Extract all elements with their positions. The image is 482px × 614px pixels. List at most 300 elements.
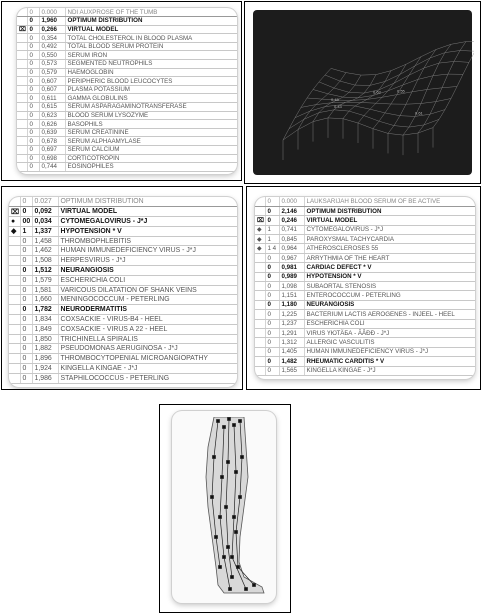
cell-score: 0 bbox=[27, 77, 39, 86]
data-table-1 bbox=[17, 8, 237, 172]
wire-line bbox=[283, 68, 331, 140]
cell-value: 1,565 bbox=[279, 366, 304, 375]
acupoint-marker[interactable] bbox=[235, 471, 238, 474]
cell-score: 0 bbox=[265, 319, 279, 328]
cell-value: 1,960 bbox=[39, 17, 65, 26]
cell-mark bbox=[255, 347, 265, 356]
cell-score: 0 bbox=[27, 111, 39, 120]
cell-value: 1,462 bbox=[32, 246, 58, 256]
cell-name: COXSACKIE - VIRUS-B4 - HEEL bbox=[58, 315, 237, 325]
cell-score: 0 bbox=[20, 334, 32, 344]
cell-score: 0 bbox=[20, 324, 32, 334]
cell-mark bbox=[9, 295, 20, 305]
table-row[interactable] bbox=[17, 120, 237, 129]
acupoint-marker[interactable] bbox=[231, 556, 234, 559]
cell-mark: ⌧ bbox=[19, 25, 27, 33]
cell-value: 0,611 bbox=[39, 94, 65, 103]
cell-mark bbox=[17, 154, 27, 163]
cell-score: 0 bbox=[265, 357, 279, 366]
cell-name: RHEUMATIC CARDITIS * V bbox=[304, 357, 475, 366]
cell-mark: ● bbox=[9, 217, 20, 227]
cell-value: 1,508 bbox=[32, 256, 58, 266]
header-cell bbox=[255, 197, 265, 206]
table-header-row bbox=[255, 197, 475, 206]
cell-mark bbox=[17, 103, 27, 112]
cell-mark bbox=[9, 364, 20, 374]
table-row[interactable] bbox=[255, 244, 475, 253]
table-row[interactable] bbox=[17, 128, 237, 137]
table-row[interactable] bbox=[9, 246, 237, 256]
cell-score: 0 bbox=[27, 60, 39, 69]
surface-label: 0.61 bbox=[415, 110, 423, 116]
table-row[interactable] bbox=[9, 295, 237, 305]
table-row[interactable] bbox=[17, 25, 237, 34]
table-row[interactable] bbox=[9, 315, 237, 325]
cell-score: 0 bbox=[27, 68, 39, 77]
cell-value: 0,678 bbox=[39, 137, 65, 146]
cell-name: VIRTUAL MODEL bbox=[304, 216, 475, 225]
cell-mark bbox=[255, 338, 265, 347]
cell-value: 1,458 bbox=[32, 236, 58, 246]
table-row[interactable] bbox=[17, 111, 237, 120]
cell-mark bbox=[17, 163, 27, 172]
cell-value: 1,512 bbox=[32, 266, 58, 276]
cell-mark bbox=[9, 246, 20, 256]
table-row[interactable] bbox=[17, 60, 237, 69]
cell-value: 1,337 bbox=[32, 226, 58, 236]
cell-value: 0,964 bbox=[279, 244, 304, 253]
table-row[interactable] bbox=[9, 275, 237, 285]
table-row[interactable] bbox=[255, 235, 475, 244]
cell-value: 1,312 bbox=[279, 338, 304, 347]
acupoint-marker[interactable] bbox=[241, 456, 244, 459]
cell-score: 0 bbox=[20, 295, 32, 305]
table-row[interactable] bbox=[17, 51, 237, 60]
table-row[interactable] bbox=[17, 137, 237, 146]
acupoint-marker[interactable] bbox=[235, 531, 238, 534]
cell-name: STAPHILOCOCCUS - PETERLING bbox=[58, 373, 237, 383]
table-row[interactable] bbox=[255, 328, 475, 337]
cell-mark bbox=[17, 146, 27, 155]
leg-model-panel bbox=[172, 411, 276, 603]
cell-value: 0,989 bbox=[279, 272, 304, 281]
cell-value: 0,607 bbox=[39, 85, 65, 94]
cell-value: 0,845 bbox=[279, 235, 304, 244]
cell-name: TOTAL CHOLESTEROL IN BLOOD PLASMA bbox=[65, 34, 237, 43]
cell-score: 1 bbox=[265, 235, 279, 244]
cell-name: OPTIMUM DISTRIBUTION bbox=[304, 206, 475, 215]
cell-mark bbox=[255, 357, 265, 366]
table-row[interactable] bbox=[9, 324, 237, 334]
cell-mark bbox=[255, 282, 265, 291]
cell-score: 0 bbox=[265, 291, 279, 300]
acupoint-marker[interactable] bbox=[228, 418, 231, 421]
cell-mark bbox=[9, 256, 20, 266]
surface-label: 0.43 bbox=[334, 103, 342, 109]
cell-score: 0 bbox=[20, 236, 32, 246]
cell-name: HYPOTENSION * V bbox=[58, 226, 237, 236]
cell-score: 0 bbox=[20, 207, 32, 217]
cell-mark: ◆ bbox=[255, 225, 265, 234]
cell-mark bbox=[17, 85, 27, 94]
cell-value: 0,246 bbox=[279, 216, 304, 225]
cell-value: 1,882 bbox=[32, 344, 58, 354]
cell-score: 0 bbox=[27, 51, 39, 60]
cell-name: ENTEROCOCCUM - PETERLING bbox=[304, 291, 475, 300]
table-row[interactable] bbox=[255, 310, 475, 319]
cell-mark bbox=[9, 324, 20, 334]
surface-wireframe bbox=[283, 41, 474, 160]
table-row[interactable] bbox=[17, 94, 237, 103]
cell-name: ESCHERICHIA COLI bbox=[304, 319, 475, 328]
cell-score: 0 bbox=[20, 315, 32, 325]
cell-score: 0 bbox=[20, 373, 32, 383]
cell-score: 0 bbox=[27, 17, 39, 26]
surface-chart-svg bbox=[253, 10, 474, 177]
table-row[interactable] bbox=[9, 236, 237, 246]
table-row[interactable] bbox=[255, 272, 475, 281]
header-cell: NDI AUXPROSE OF THE TUMB bbox=[65, 8, 237, 17]
table-body-4 bbox=[255, 197, 475, 375]
cell-mark: ◆ bbox=[255, 244, 265, 253]
cell-name: CARDIAC DEFECT * V bbox=[304, 263, 475, 272]
table-panel-3 bbox=[9, 197, 237, 387]
cell-name: SUBAORTAL STENOSIS bbox=[304, 282, 475, 291]
cell-name: HUMAN IMMUNEDEFICIENCY VIRUS - J*J bbox=[304, 347, 475, 356]
wire-line bbox=[418, 42, 466, 133]
acupoint-marker[interactable] bbox=[239, 496, 242, 499]
cell-name: SERUM CREATININE bbox=[65, 128, 237, 137]
frame-panel-1 bbox=[1, 1, 242, 181]
table-body-1 bbox=[17, 8, 237, 171]
cell-mark bbox=[9, 275, 20, 285]
cell-mark bbox=[9, 354, 20, 364]
header-cell: 0.027 bbox=[32, 197, 58, 207]
cell-score: 0 bbox=[27, 137, 39, 146]
cell-name: ATHEROSCLEROSES 55 bbox=[304, 244, 475, 253]
table-row[interactable] bbox=[9, 344, 237, 354]
table-header-row bbox=[9, 197, 237, 207]
cell-score: 0 bbox=[265, 253, 279, 262]
table-row[interactable] bbox=[9, 334, 237, 344]
table-row[interactable] bbox=[9, 226, 237, 236]
leg-model-image bbox=[184, 417, 268, 597]
table-row[interactable] bbox=[255, 282, 475, 291]
cell-mark bbox=[17, 51, 27, 60]
data-table-3 bbox=[9, 197, 237, 384]
cell-value: 1,660 bbox=[32, 295, 58, 305]
acupoint-marker[interactable] bbox=[213, 456, 216, 459]
table-row[interactable] bbox=[255, 263, 475, 272]
cell-name: HYPOTENSION * V bbox=[304, 272, 475, 281]
acupoint-marker[interactable] bbox=[215, 536, 218, 539]
table-row[interactable] bbox=[255, 319, 475, 328]
acupoint-marker[interactable] bbox=[227, 546, 230, 549]
cell-value: 0,492 bbox=[39, 42, 65, 51]
surface-label: 0.63 bbox=[373, 89, 381, 95]
table-row[interactable] bbox=[17, 34, 237, 43]
table-row[interactable] bbox=[9, 285, 237, 295]
cell-score: 0 bbox=[27, 85, 39, 94]
data-table-4 bbox=[255, 197, 475, 376]
cell-name: BACTERIUM LACTIS AEROGENES - INJEEL - HEEL bbox=[304, 310, 475, 319]
cell-score: 0 bbox=[20, 354, 32, 364]
cell-mark bbox=[17, 120, 27, 129]
table-row[interactable] bbox=[255, 357, 475, 366]
acupoint-marker[interactable] bbox=[245, 588, 248, 591]
acupoint-marker[interactable] bbox=[217, 420, 220, 423]
cell-mark bbox=[255, 263, 265, 272]
frame-panel-5 bbox=[159, 404, 291, 613]
cell-name: ESCHERICHIA COLI bbox=[58, 275, 237, 285]
cell-score: 0 bbox=[27, 34, 39, 43]
cell-score: 0 bbox=[20, 344, 32, 354]
header-cell: 0 bbox=[27, 8, 39, 17]
cell-mark bbox=[17, 77, 27, 86]
cell-name: SERUM CALCIUM bbox=[65, 146, 237, 155]
cell-value: 1,151 bbox=[279, 291, 304, 300]
cell-score: 0 bbox=[27, 128, 39, 137]
surface-chart bbox=[253, 10, 472, 175]
cell-mark bbox=[9, 373, 20, 383]
cell-value: 0,626 bbox=[39, 120, 65, 129]
cell-value: 0,741 bbox=[279, 225, 304, 234]
cell-name: GAMMA GLOBULINS bbox=[65, 94, 237, 103]
cell-score: 0 bbox=[265, 263, 279, 272]
cell-name: NEURANGIOSIS bbox=[304, 300, 475, 309]
header-cell bbox=[9, 197, 20, 207]
cell-value: 0,697 bbox=[39, 146, 65, 155]
cell-mark bbox=[255, 366, 265, 375]
acupoint-marker[interactable] bbox=[219, 566, 222, 569]
table-row[interactable] bbox=[255, 347, 475, 356]
cell-value: 1,581 bbox=[32, 285, 58, 295]
table-row[interactable] bbox=[9, 256, 237, 266]
table-row[interactable] bbox=[17, 77, 237, 86]
cell-score: 0 bbox=[27, 42, 39, 51]
header-cell: 0.000 bbox=[279, 197, 304, 206]
cell-score: 0 bbox=[27, 163, 39, 172]
cell-value: 1,291 bbox=[279, 328, 304, 337]
cell-score: 0 bbox=[27, 154, 39, 163]
cell-value: 1,579 bbox=[32, 275, 58, 285]
table-row[interactable] bbox=[17, 154, 237, 163]
acupoint-marker[interactable] bbox=[221, 476, 224, 479]
cell-mark bbox=[9, 334, 20, 344]
acupoint-marker[interactable] bbox=[219, 516, 222, 519]
cell-name: VIRTUAL MODEL bbox=[58, 207, 237, 217]
table-row[interactable] bbox=[255, 253, 475, 262]
table-row[interactable] bbox=[17, 17, 237, 26]
frame-panel-2 bbox=[244, 1, 481, 184]
cell-score: 0 bbox=[265, 366, 279, 375]
cell-score: 1 bbox=[20, 226, 32, 236]
cell-value: 0,698 bbox=[39, 154, 65, 163]
cell-name: KINGELLA KINGAE - J*J bbox=[304, 366, 475, 375]
cell-score: 0 bbox=[27, 146, 39, 155]
table-row[interactable] bbox=[17, 85, 237, 94]
header-cell: 0.000 bbox=[39, 8, 65, 17]
cell-mark bbox=[255, 328, 265, 337]
table-header-row bbox=[17, 8, 237, 17]
table-row[interactable] bbox=[17, 163, 237, 172]
acupoint-marker[interactable] bbox=[229, 588, 232, 591]
table-row[interactable] bbox=[17, 146, 237, 155]
cell-name: PLASMA POTASSIUM bbox=[65, 85, 237, 94]
cell-score: 0 bbox=[265, 310, 279, 319]
cell-score: 0 bbox=[27, 25, 39, 34]
cell-score: 0 bbox=[265, 338, 279, 347]
cell-mark bbox=[9, 266, 20, 276]
cell-score: 0 bbox=[20, 364, 32, 374]
cell-name: TOTAL BLOOD SERUM PROTEIN bbox=[65, 42, 237, 51]
table-row[interactable] bbox=[255, 225, 475, 234]
cell-name: NEURANGIOSIS bbox=[58, 266, 237, 276]
acupoint-marker[interactable] bbox=[223, 556, 226, 559]
cell-mark: ⌧ bbox=[11, 208, 19, 216]
cell-score: 0 bbox=[265, 347, 279, 356]
table-row[interactable] bbox=[9, 373, 237, 383]
cell-score: 0 bbox=[27, 94, 39, 103]
cell-value: 0,573 bbox=[39, 60, 65, 69]
cell-value: 1,237 bbox=[279, 319, 304, 328]
acupoint-marker[interactable] bbox=[225, 506, 228, 509]
header-cell: LAUKSARIJAH BLOOD SERUM OF BE ACTIVE bbox=[304, 197, 475, 206]
cell-value: 1,405 bbox=[279, 347, 304, 356]
cell-score: 0 bbox=[265, 206, 279, 215]
header-cell: 0 bbox=[20, 197, 32, 207]
cell-value: 1,896 bbox=[32, 354, 58, 364]
cell-name: VIRTUAL MODEL bbox=[65, 25, 237, 34]
header-cell: 0 bbox=[265, 197, 279, 206]
table-row[interactable] bbox=[9, 217, 237, 227]
surface-label: 0.48 bbox=[331, 96, 339, 102]
cell-score: 0 bbox=[20, 305, 32, 315]
cell-value: 1,225 bbox=[279, 310, 304, 319]
table-row[interactable] bbox=[255, 366, 475, 375]
cell-mark bbox=[17, 34, 27, 43]
cell-value: 1,834 bbox=[32, 315, 58, 325]
cell-name: THROMBOCYTOPENIAL MICROANGIOPATHY bbox=[58, 354, 237, 364]
cell-mark bbox=[9, 236, 20, 246]
cell-name: EOSINOPHILES bbox=[65, 163, 237, 172]
frame-panel-4 bbox=[246, 186, 481, 390]
cell-name: VIRUS ҮЮТӒБА - ĀÂĐĐ - J*J bbox=[304, 328, 475, 337]
cell-value: 0,266 bbox=[39, 25, 65, 34]
cell-mark bbox=[17, 42, 27, 51]
acupoint-marker[interactable] bbox=[211, 496, 214, 499]
cell-value: 1,180 bbox=[279, 300, 304, 309]
table-row[interactable] bbox=[9, 266, 237, 276]
cell-mark bbox=[255, 310, 265, 319]
cell-mark bbox=[255, 253, 265, 262]
cell-value: 0,354 bbox=[39, 34, 65, 43]
cell-name: OPTIMUM DISTRIBUTION bbox=[65, 17, 237, 26]
cell-mark: ◆ bbox=[9, 226, 20, 236]
cell-value: 0,579 bbox=[39, 68, 65, 77]
cell-name: BASOPHILS bbox=[65, 120, 237, 129]
cell-name: SERUM ALPHAAMYLASE bbox=[65, 137, 237, 146]
cell-score: 00 bbox=[20, 217, 32, 227]
table-row[interactable] bbox=[255, 300, 475, 309]
cell-value: 1,986 bbox=[32, 373, 58, 383]
cell-value: 0,981 bbox=[279, 263, 304, 272]
cell-value: 1,782 bbox=[32, 305, 58, 315]
cell-value: 0,744 bbox=[39, 163, 65, 172]
header-cell bbox=[17, 8, 27, 17]
cell-value: 0,550 bbox=[39, 51, 65, 60]
frame-panel-3 bbox=[1, 186, 243, 390]
table-row[interactable] bbox=[17, 68, 237, 77]
cell-name: SERUM IRON bbox=[65, 51, 237, 60]
acupoint-marker[interactable] bbox=[223, 426, 226, 429]
acupoint-marker[interactable] bbox=[239, 420, 242, 423]
cell-mark bbox=[17, 94, 27, 103]
cell-value: 0,607 bbox=[39, 77, 65, 86]
table-row[interactable] bbox=[255, 338, 475, 347]
cell-mark bbox=[255, 300, 265, 309]
cell-name: CORTICOTROPIN bbox=[65, 154, 237, 163]
cell-value: 1,482 bbox=[279, 357, 304, 366]
acupoint-marker[interactable] bbox=[233, 516, 236, 519]
cell-name: TRICHINELLA SPIRALIS bbox=[58, 334, 237, 344]
table-row[interactable] bbox=[9, 207, 237, 217]
cell-value: 0,615 bbox=[39, 103, 65, 112]
table-row[interactable] bbox=[255, 291, 475, 300]
cell-score: 0 bbox=[27, 103, 39, 112]
cell-score: 0 bbox=[265, 328, 279, 337]
cell-mark bbox=[255, 319, 265, 328]
cell-name: PSEUDOMONAS AERUGINOSA - J*J bbox=[58, 344, 237, 354]
acupoint-marker[interactable] bbox=[253, 584, 256, 587]
cell-mark bbox=[255, 291, 265, 300]
header-cell: OPTIMUM DISTRIBUTION bbox=[58, 197, 237, 207]
cell-name: CYTOMEGALOVIRUS - J*J bbox=[58, 217, 237, 227]
wire-line bbox=[403, 44, 451, 135]
cell-value: 0,639 bbox=[39, 128, 65, 137]
cell-mark: ⌧ bbox=[257, 216, 265, 224]
table-row[interactable] bbox=[17, 42, 237, 51]
table-row[interactable] bbox=[9, 305, 237, 315]
wire-line bbox=[388, 50, 436, 134]
cell-mark bbox=[17, 60, 27, 69]
cell-name: THROMBOPHLEBITIS bbox=[58, 236, 237, 246]
cell-score: 1 bbox=[265, 225, 279, 234]
cell-score: 0 bbox=[27, 120, 39, 129]
table-row[interactable] bbox=[17, 103, 237, 112]
cell-value: 0,092 bbox=[32, 207, 58, 217]
acupoint-marker[interactable] bbox=[227, 461, 230, 464]
cell-mark bbox=[9, 305, 20, 315]
table-row[interactable] bbox=[255, 216, 475, 225]
cell-mark bbox=[9, 315, 20, 325]
acupoint-marker[interactable] bbox=[231, 576, 234, 579]
table-panel-1 bbox=[17, 8, 237, 174]
table-row[interactable] bbox=[9, 364, 237, 374]
cell-name: VARICOUS DILATATION OF SHANK VEINS bbox=[58, 285, 237, 295]
table-row[interactable] bbox=[255, 206, 475, 215]
cell-name: PAROXYSMAL TACHYCARDIA bbox=[304, 235, 475, 244]
cell-name: MENINGOCOCCUM - PETERLING bbox=[58, 295, 237, 305]
cell-score: 0 bbox=[265, 216, 279, 225]
cell-score: 0 bbox=[20, 246, 32, 256]
cell-value: 2,146 bbox=[279, 206, 304, 215]
cell-value: 1,098 bbox=[279, 282, 304, 291]
acupoint-marker[interactable] bbox=[233, 424, 236, 427]
cell-score: 0 bbox=[265, 272, 279, 281]
table-row[interactable] bbox=[9, 354, 237, 364]
cell-score: 1 4 bbox=[265, 244, 279, 253]
